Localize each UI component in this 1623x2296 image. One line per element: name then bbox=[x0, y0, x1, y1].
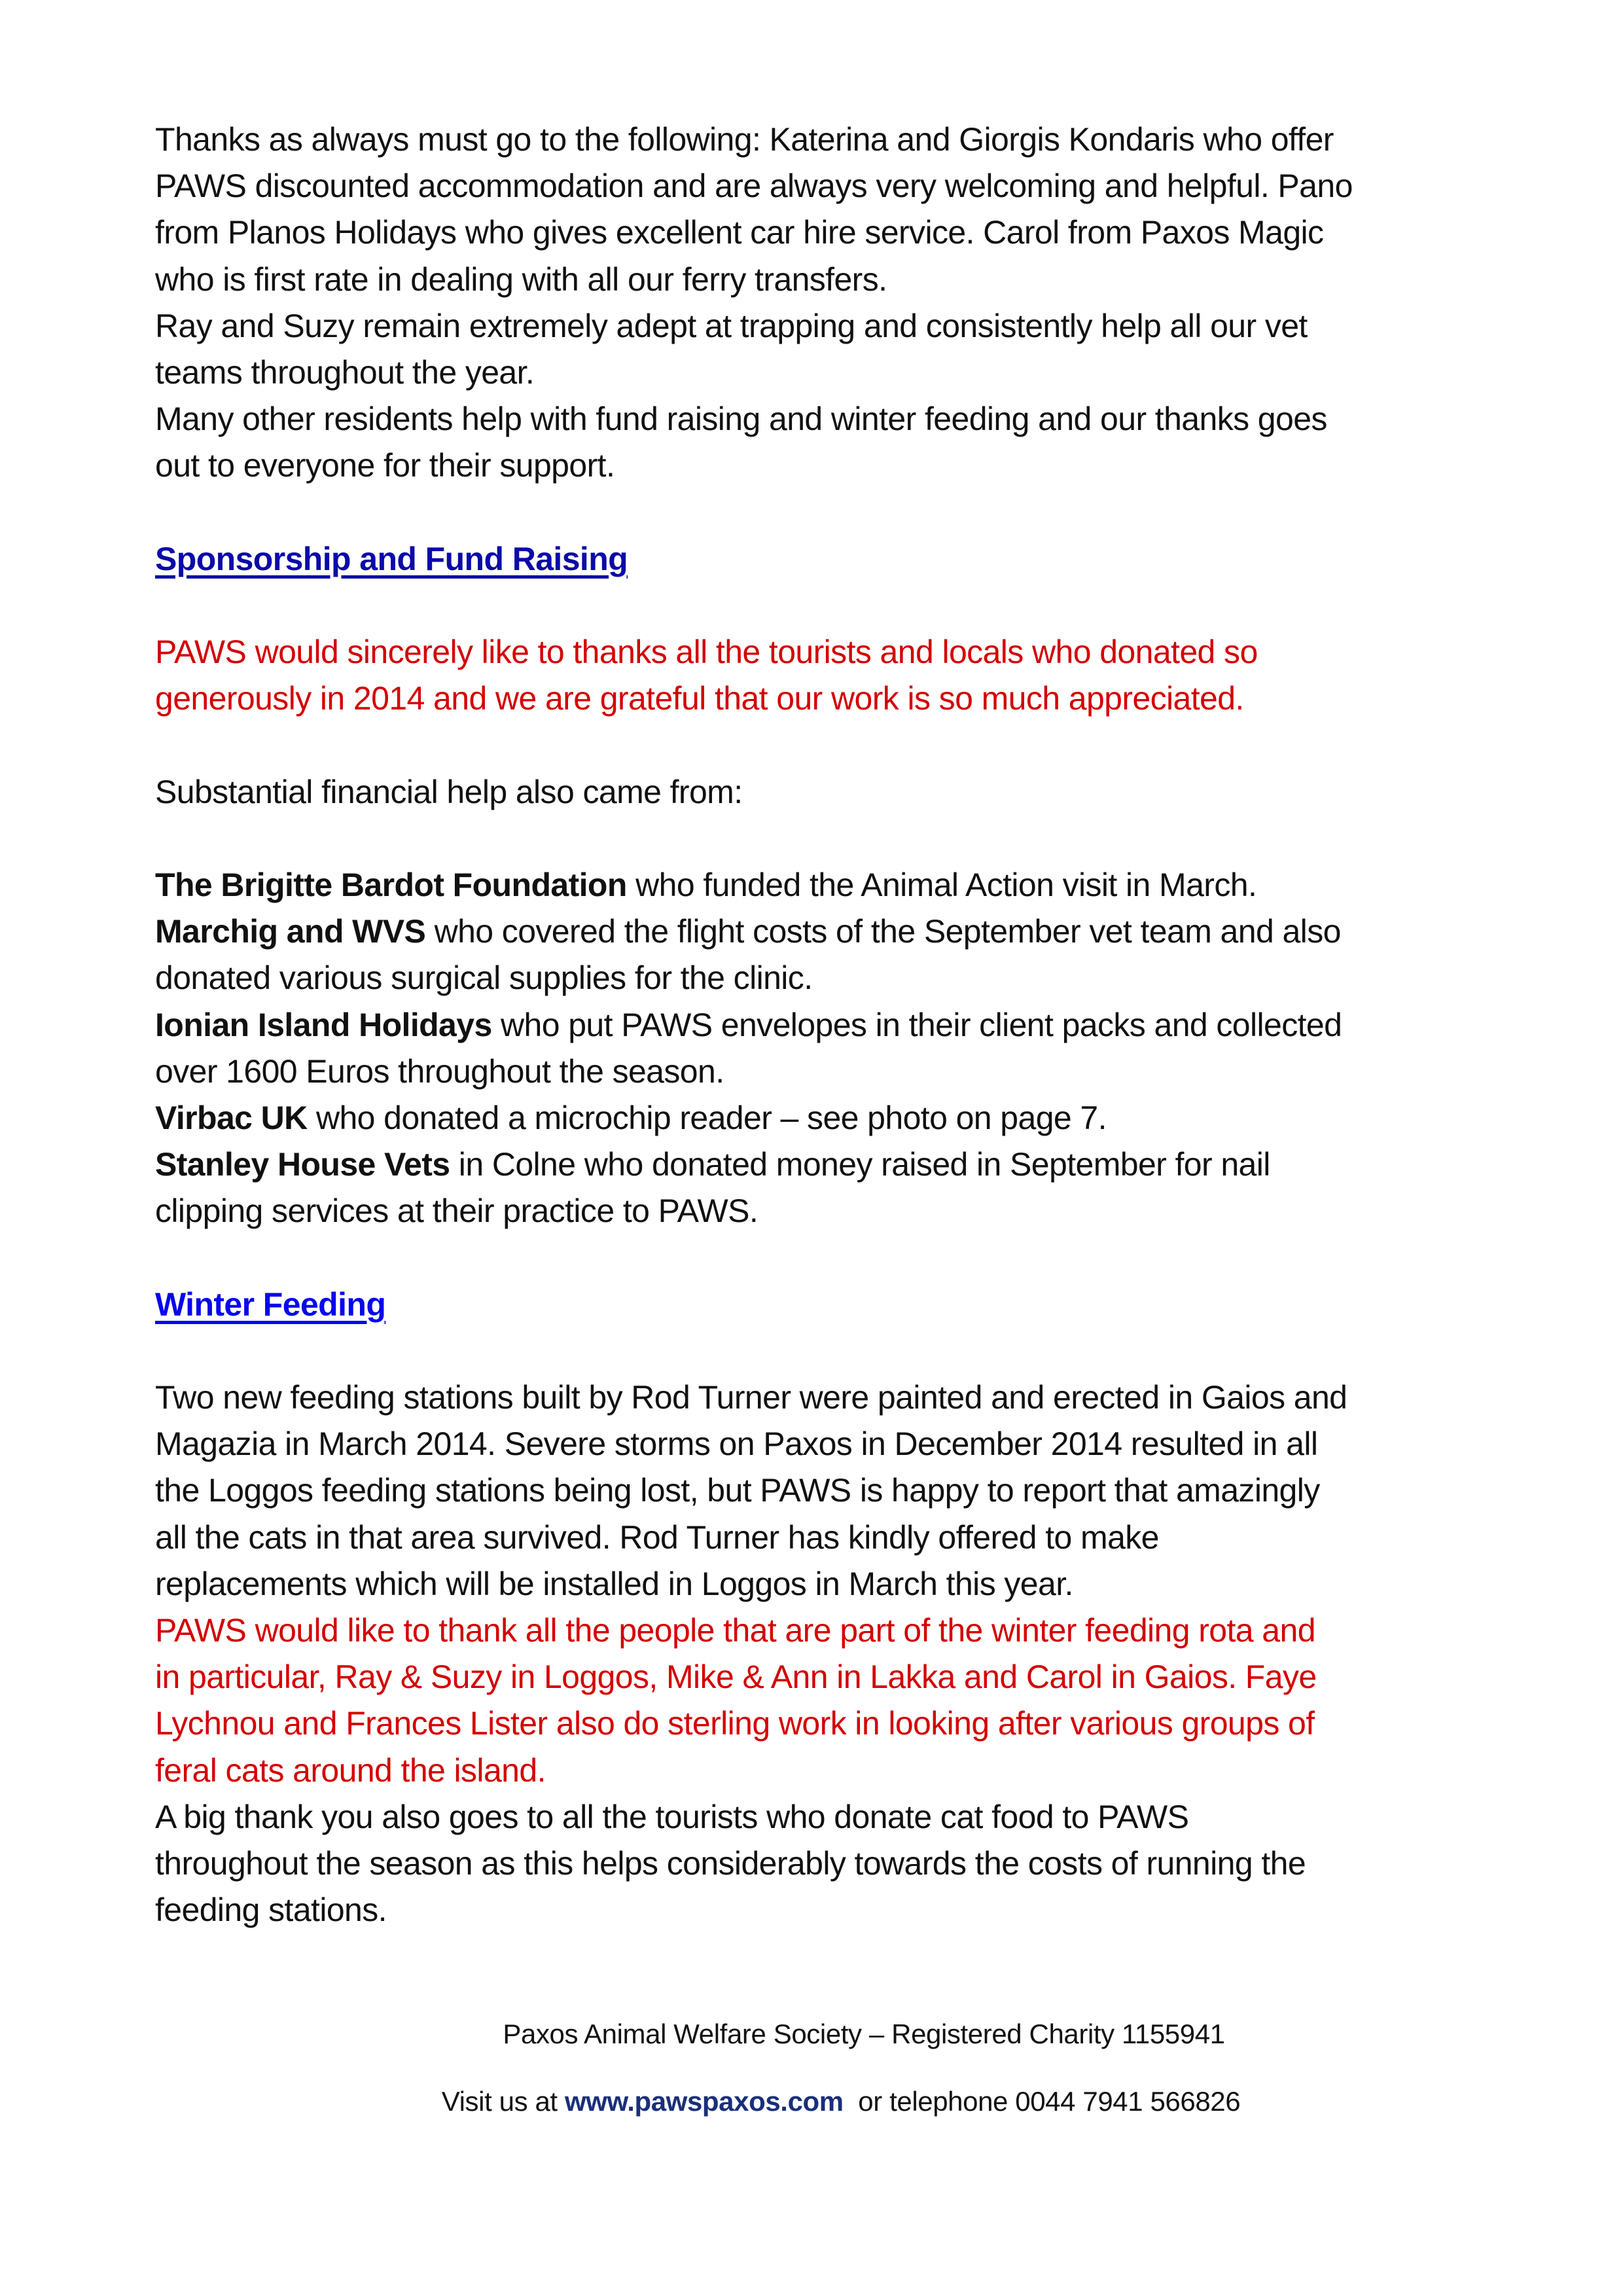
intro-thanks-paragraph bbox=[155, 117, 1516, 303]
text-line: throughout the season as this helps considerably towards the costs of running the bbox=[155, 1844, 1306, 1882]
text-line: Many other residents help with fund raising and winter feeding and our thanks goes bbox=[155, 401, 1327, 438]
text-line: over 1600 Euros throughout the season. bbox=[155, 1052, 724, 1090]
donor-description: who donated a microchip reader – see photo on page 7. bbox=[307, 1099, 1107, 1136]
text-line bbox=[155, 1002, 1516, 1049]
donor-item bbox=[155, 1141, 1516, 1234]
text-line: PAWS discounted accommodation and are always very welcoming and helpful. Pano bbox=[155, 168, 1353, 205]
donor-description: who put PAWS envelopes in their client packs and collected bbox=[491, 1006, 1342, 1043]
text-line: feeding stations. bbox=[155, 1892, 387, 1929]
winter-feeding-heading: Winter Feeding bbox=[155, 1285, 386, 1323]
donor-item bbox=[155, 862, 1516, 908]
text-line bbox=[155, 862, 1516, 908]
footer-contact bbox=[0, 2086, 1623, 2117]
visit-prefix: Visit us at bbox=[441, 2086, 565, 2117]
text-line: A big thank you also goes to all the tourists who donate cat food to PAWS bbox=[155, 1798, 1189, 1835]
ray-suzy-paragraph bbox=[155, 303, 1516, 396]
donor-name: Stanley House Vets bbox=[155, 1146, 450, 1183]
text-line bbox=[155, 1095, 1516, 1141]
telephone-text: or telephone 0044 7941 566826 bbox=[843, 2086, 1241, 2117]
sponsorship-section bbox=[155, 536, 1516, 583]
sponsorship-thanks-paragraph bbox=[155, 629, 1516, 722]
text-line: the Loggos feeding stations being lost, but PAWS is happy to report that amazingly bbox=[155, 1472, 1320, 1509]
text-line: Magazia in March 2014. Severe storms on Paxos in December 2014 resulted in all bbox=[155, 1426, 1318, 1463]
donor-name: Ionian Island Holidays bbox=[155, 1006, 492, 1043]
text-line: from Planos Holidays who gives excellent car hire service. Carol from Paxos Magic bbox=[155, 214, 1324, 251]
donor-list bbox=[155, 862, 1516, 1235]
donor-item bbox=[155, 1095, 1516, 1141]
donor-name: The Brigitte Bardot Foundation bbox=[155, 867, 627, 903]
donor-name: Virbac UK bbox=[155, 1099, 308, 1136]
donor-item bbox=[155, 908, 1516, 1001]
donor-description: who covered the flight costs of the September vet team and also bbox=[425, 913, 1341, 950]
spacer bbox=[155, 816, 1516, 862]
financial-help-intro bbox=[155, 769, 1516, 816]
text-line: Lychnou and Frances Lister also do sterling work in looking after various groups of bbox=[155, 1705, 1315, 1742]
sponsorship-heading: Sponsorship and Fund Raising bbox=[155, 540, 628, 577]
text-line: generously in 2014 and we are grateful that our work is so much appreciated. bbox=[155, 680, 1244, 717]
text-line: out to everyone for their support. bbox=[155, 447, 615, 484]
donor-description: in Colne who donated money raised in September for nail bbox=[450, 1146, 1270, 1183]
text-line bbox=[155, 908, 1516, 955]
document-page bbox=[155, 117, 1516, 1933]
text-line: clipping services at their practice to PAWS. bbox=[155, 1193, 758, 1230]
text-line: Substantial financial help also came from: bbox=[155, 773, 743, 810]
text-line: PAWS would like to thank all the people that are part of the winter feeding rota and bbox=[155, 1612, 1315, 1649]
feeding-rota-thanks-paragraph bbox=[155, 1607, 1516, 1794]
website-link[interactable]: www.pawspaxos.com bbox=[564, 2086, 844, 2117]
charity-text: Paxos Animal Welfare Society – Registered Charity 1155941 bbox=[503, 2018, 1225, 2049]
spacer bbox=[155, 490, 1516, 536]
text-line: feral cats around the island. bbox=[155, 1751, 546, 1789]
donor-description: who funded the Animal Action visit in March. bbox=[626, 867, 1257, 903]
text-line: Ray and Suzy remain extremely adept at trapping and consistently help all our vet bbox=[155, 307, 1308, 344]
text-line: in particular, Ray & Suzy in Loggos, Mike & Ann in Lakka and Carol in Gaios. Faye bbox=[155, 1659, 1317, 1696]
feeding-stations-paragraph bbox=[155, 1374, 1516, 1607]
text-line: donated various surgical supplies for the clinic. bbox=[155, 960, 813, 997]
footer-charity bbox=[0, 2018, 1623, 2050]
winter-feeding-section bbox=[155, 1282, 1516, 1328]
text-line: PAWS would sincerely like to thanks all the tourists and locals who donated so bbox=[155, 634, 1258, 671]
contact-line bbox=[442, 2086, 1240, 2117]
text-line: who is first rate in dealing with all our ferry transfers. bbox=[155, 260, 887, 298]
donor-name: Marchig and WVS bbox=[155, 913, 426, 950]
tourists-thanks-paragraph bbox=[155, 1794, 1516, 1934]
spacer bbox=[155, 722, 1516, 768]
text-line bbox=[155, 1141, 1516, 1188]
text-line: teams throughout the year. bbox=[155, 353, 535, 391]
text-line: replacements which will be installed in Loggos in March this year. bbox=[155, 1565, 1073, 1602]
donor-item bbox=[155, 1002, 1516, 1095]
text-line: Thanks as always must go to the following: Katerina and Giorgis Kondaris who offer bbox=[155, 121, 1334, 158]
text-line: Two new feeding stations built by Rod Turner were painted and erected in Gaios and bbox=[155, 1379, 1347, 1416]
spacer bbox=[155, 1235, 1516, 1282]
spacer bbox=[155, 1328, 1516, 1374]
text-line: all the cats in that area survived. Rod Turner has kindly offered to make bbox=[155, 1518, 1159, 1556]
residents-paragraph bbox=[155, 396, 1516, 489]
spacer bbox=[155, 583, 1516, 629]
winter-heading-line bbox=[155, 1282, 1516, 1328]
sponsorship-heading-line bbox=[155, 536, 1516, 583]
